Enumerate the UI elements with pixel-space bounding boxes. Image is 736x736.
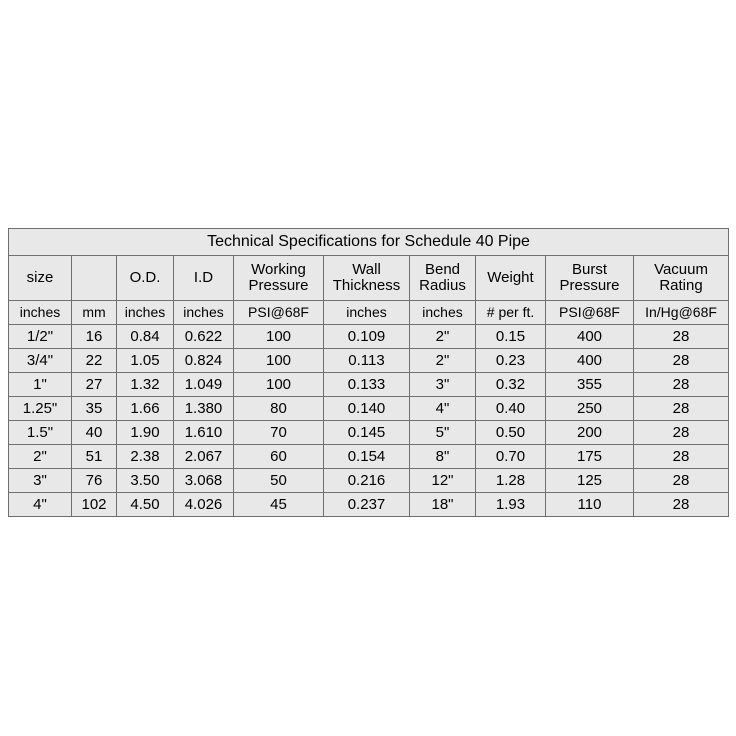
table-cell: 0.50 <box>476 421 546 445</box>
table-row <box>9 493 729 517</box>
table-cell: 3" <box>410 373 476 397</box>
spec-table-container <box>8 228 728 517</box>
table-cell: 22 <box>72 349 117 373</box>
table-cell: 3" <box>9 469 72 493</box>
table-cell: 0.237 <box>324 493 410 517</box>
table-cell: 40 <box>72 421 117 445</box>
table-cell: 0.109 <box>324 325 410 349</box>
column-header-line: Rating <box>659 277 703 294</box>
table-cell: 100 <box>234 349 324 373</box>
table-cell: 28 <box>634 469 729 493</box>
column-header-line: Thickness <box>332 277 401 294</box>
table-cell: 28 <box>634 445 729 469</box>
table-cell: 3.50 <box>117 469 174 493</box>
table-cell: 18" <box>410 493 476 517</box>
table-header-row-primary <box>9 256 729 301</box>
table-cell: 0.140 <box>324 397 410 421</box>
table-row <box>9 397 729 421</box>
table-cell: 175 <box>546 445 634 469</box>
table-cell: 1.380 <box>174 397 234 421</box>
column-header-line: I.D <box>193 269 214 287</box>
column-units-7: # per ft. <box>476 301 546 325</box>
table-title: Technical Specifications for Schedule 40 Pipe <box>9 229 729 256</box>
table-cell: 1.049 <box>174 373 234 397</box>
table-cell: 1.610 <box>174 421 234 445</box>
table-cell: 45 <box>234 493 324 517</box>
table-cell: 0.216 <box>324 469 410 493</box>
column-header-2 <box>117 256 174 301</box>
column-units-3: inches <box>174 301 234 325</box>
table-cell: 2" <box>410 325 476 349</box>
column-header-6 <box>410 256 476 301</box>
table-cell: 355 <box>546 373 634 397</box>
table-cell: 4.026 <box>174 493 234 517</box>
table-cell: 80 <box>234 397 324 421</box>
column-header-7 <box>476 256 546 301</box>
table-cell: 400 <box>546 349 634 373</box>
table-title-row <box>9 229 729 256</box>
column-header-line: Radius <box>419 277 466 294</box>
column-header-line: size <box>26 269 54 287</box>
column-header-4 <box>234 256 324 301</box>
table-cell: 5" <box>410 421 476 445</box>
table-cell: 2.38 <box>117 445 174 469</box>
column-header-line: Vacuum <box>654 261 708 279</box>
table-cell: 2.067 <box>174 445 234 469</box>
table-cell: 4" <box>410 397 476 421</box>
table-cell: 50 <box>234 469 324 493</box>
table-cell: 12" <box>410 469 476 493</box>
table-cell: 0.32 <box>476 373 546 397</box>
table-cell: 3/4" <box>9 349 72 373</box>
table-cell: 110 <box>546 493 634 517</box>
column-units-0: inches <box>9 301 72 325</box>
table-cell: 0.113 <box>324 349 410 373</box>
table-cell: 27 <box>72 373 117 397</box>
table-cell: 0.145 <box>324 421 410 445</box>
column-units-5: inches <box>324 301 410 325</box>
table-cell: 1.90 <box>117 421 174 445</box>
column-header-line: Working <box>251 261 306 279</box>
table-cell: 60 <box>234 445 324 469</box>
table-row <box>9 325 729 349</box>
table-cell: 1.66 <box>117 397 174 421</box>
table-row <box>9 445 729 469</box>
table-cell: 0.15 <box>476 325 546 349</box>
table-cell: 28 <box>634 493 729 517</box>
table-cell: 1/2" <box>9 325 72 349</box>
column-header-line: Weight <box>487 269 534 287</box>
table-cell: 0.133 <box>324 373 410 397</box>
column-header-3 <box>174 256 234 301</box>
table-cell: 1.28 <box>476 469 546 493</box>
table-cell: 100 <box>234 325 324 349</box>
table-cell: 4.50 <box>117 493 174 517</box>
table-cell: 1.32 <box>117 373 174 397</box>
table-cell: 4" <box>9 493 72 517</box>
table-cell: 0.154 <box>324 445 410 469</box>
column-header-line: Pressure <box>248 277 309 294</box>
table-cell: 100 <box>234 373 324 397</box>
table-cell: 1.05 <box>117 349 174 373</box>
table-cell: 0.622 <box>174 325 234 349</box>
column-header-line: Bend <box>424 261 461 279</box>
table-cell: 0.84 <box>117 325 174 349</box>
column-units-6: inches <box>410 301 476 325</box>
table-cell: 2" <box>9 445 72 469</box>
table-cell: 51 <box>72 445 117 469</box>
column-units-9: In/Hg@68F <box>634 301 729 325</box>
column-header-1 <box>72 256 117 301</box>
pipe-specifications-table <box>8 228 729 517</box>
column-header-line: Pressure <box>559 277 620 294</box>
table-cell: 70 <box>234 421 324 445</box>
table-cell: 1.5" <box>9 421 72 445</box>
table-cell: 125 <box>546 469 634 493</box>
table-row <box>9 373 729 397</box>
column-units-2: inches <box>117 301 174 325</box>
table-cell: 3.068 <box>174 469 234 493</box>
table-cell: 0.40 <box>476 397 546 421</box>
column-header-8 <box>546 256 634 301</box>
column-header-line: O.D. <box>129 269 161 287</box>
table-cell: 28 <box>634 325 729 349</box>
table-cell: 0.23 <box>476 349 546 373</box>
table-cell: 28 <box>634 397 729 421</box>
column-units-8: PSI@68F <box>546 301 634 325</box>
table-header-row-units <box>9 301 729 325</box>
table-cell: 1.93 <box>476 493 546 517</box>
column-header-line: Wall <box>352 261 381 279</box>
table-cell: 1.25" <box>9 397 72 421</box>
column-units-1: mm <box>72 301 117 325</box>
column-header-9 <box>634 256 729 301</box>
table-cell: 0.824 <box>174 349 234 373</box>
table-row <box>9 349 729 373</box>
table-row <box>9 469 729 493</box>
table-cell: 102 <box>72 493 117 517</box>
table-cell: 28 <box>634 421 729 445</box>
column-units-4: PSI@68F <box>234 301 324 325</box>
table-row <box>9 421 729 445</box>
table-cell: 1" <box>9 373 72 397</box>
table-cell: 0.70 <box>476 445 546 469</box>
table-cell: 400 <box>546 325 634 349</box>
table-cell: 35 <box>72 397 117 421</box>
table-cell: 2" <box>410 349 476 373</box>
column-header-line: Burst <box>571 261 607 279</box>
table-cell: 76 <box>72 469 117 493</box>
column-header-0 <box>9 256 72 301</box>
column-header-5 <box>324 256 410 301</box>
table-cell: 250 <box>546 397 634 421</box>
table-cell: 28 <box>634 373 729 397</box>
table-cell: 200 <box>546 421 634 445</box>
table-cell: 8" <box>410 445 476 469</box>
table-cell: 16 <box>72 325 117 349</box>
table-cell: 28 <box>634 349 729 373</box>
